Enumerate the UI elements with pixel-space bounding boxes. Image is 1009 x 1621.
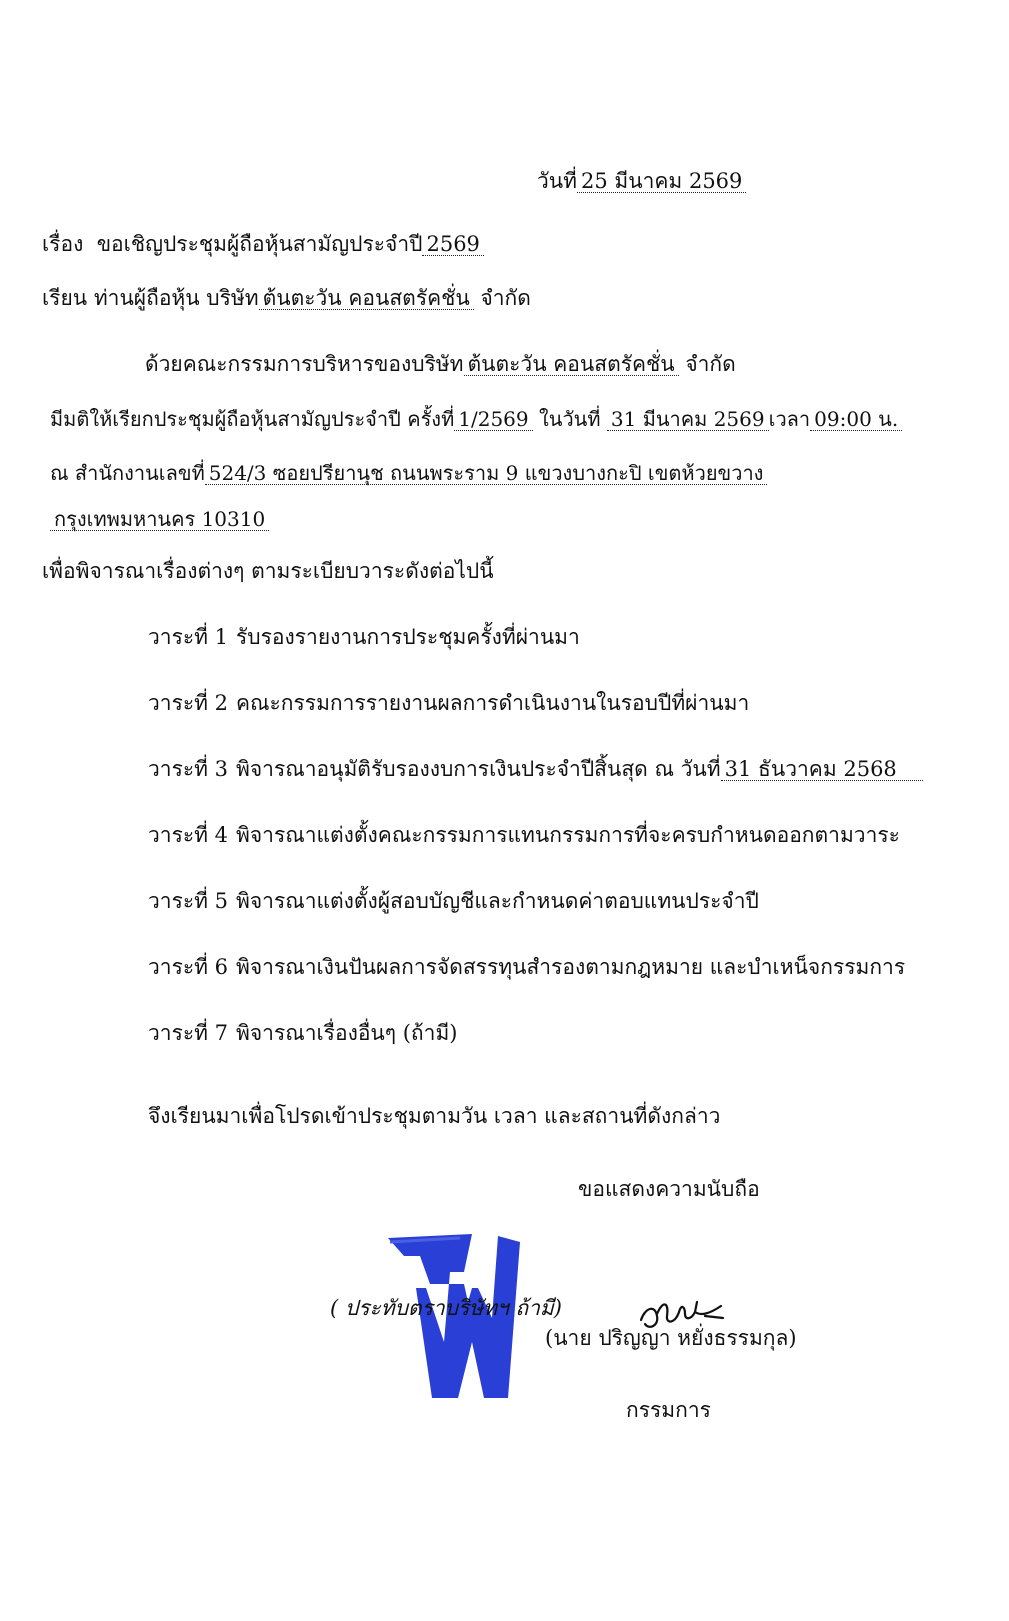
subject-label: เรื่อง xyxy=(42,232,84,256)
signer-title-line xyxy=(626,1397,711,1423)
agenda-intro: เพื่อพิจารณาเรื่องต่างๆ ตามระเบียบวาระดังต่อไปนี้ xyxy=(42,559,494,583)
agenda-text: พิจารณาเรื่องอื่นๆ (ถ้ามี) xyxy=(236,1021,458,1045)
subject-text: ขอเชิญประชุมผู้ถือหุ้นสามัญประจำปี xyxy=(96,232,423,256)
meeting-time-label: เวลา xyxy=(768,407,811,431)
body-line-3 xyxy=(50,460,767,486)
recipient-text: ท่านผู้ถือหุ้น บริษัท xyxy=(93,286,259,310)
body-line-1-suffix: จำกัด xyxy=(685,352,736,376)
agenda-item xyxy=(148,690,749,716)
date-line xyxy=(537,168,746,194)
agenda-number: วาระที่ 1 xyxy=(148,625,229,649)
recipient-suffix: จำกัด xyxy=(480,286,531,310)
agenda-number: วาระที่ 6 xyxy=(148,955,229,979)
regards-text: ขอแสดงความนับถือ xyxy=(578,1177,760,1201)
subject-year: 2569 xyxy=(422,233,483,256)
meeting-time: 09:00 น. xyxy=(810,408,902,431)
signer-name-line xyxy=(545,1325,797,1351)
agenda-number: วาระที่ 3 xyxy=(148,757,229,781)
body-line-2-text: มีมติให้เรียกประชุมผู้ถือหุ้นสามัญประจำปี ครั้งที่ xyxy=(50,407,455,431)
agenda-item xyxy=(148,822,900,848)
recipient-company: ต้นตะวัน คอนสตรัคชั่น xyxy=(259,287,474,310)
address-line-2: กรุงเทพมหานคร 10310 xyxy=(50,508,269,531)
agenda-item xyxy=(148,954,905,980)
body-line-4 xyxy=(50,506,269,532)
agenda-text: รับรองรายงานการประชุมครั้งที่ผ่านมา xyxy=(236,625,580,649)
agenda-number: วาระที่ 5 xyxy=(148,889,229,913)
meeting-date-label: ในวันที่ xyxy=(539,407,601,431)
address-line-1: 524/3 ซอยปรียานุช ถนนพระราม 9 แขวงบางกะปิ เขตห้วยขวาง xyxy=(205,462,768,485)
date-value: 25 มีนาคม 2569 xyxy=(577,170,746,193)
body-company: ต้นตะวัน คอนสตรัคชั่น xyxy=(464,353,679,376)
meeting-date: 31 มีนาคม 2569 xyxy=(607,408,769,431)
agenda-item xyxy=(148,888,759,914)
agenda-text: พิจารณาแต่งตั้งผู้สอบบัญชีและกำหนดค่าตอบแทนประจำปี xyxy=(236,889,759,913)
agenda-number: วาระที่ 7 xyxy=(148,1021,229,1045)
date-label: วันที่ xyxy=(537,169,577,193)
closing-line xyxy=(148,1103,720,1129)
fiscal-end-date: 31 ธันวาคม 2568 xyxy=(721,758,923,781)
body-line-5 xyxy=(42,558,494,584)
closing-text: จึงเรียนมาเพื่อโปรดเข้าประชุมตามวัน เวลา และสถานที่ดังกล่าว xyxy=(148,1104,721,1128)
agenda-item xyxy=(148,756,923,782)
body-line-1-text: ด้วยคณะกรรมการบริหารของบริษัท xyxy=(145,352,464,376)
body-line-2 xyxy=(50,406,902,432)
recipient-label: เรียน xyxy=(42,286,88,310)
subject-line xyxy=(42,231,484,257)
stamp-note: ( ประทับตราบริษัทฯ ถ้ามี) xyxy=(330,1296,562,1320)
regards-line xyxy=(578,1176,760,1202)
signer-title: กรรมการ xyxy=(626,1398,711,1422)
agenda-text: พิจารณาอนุมัติรับรองงบการเงินประจำปีสิ้นสุด ณ วันที่ xyxy=(236,757,721,781)
agenda-item xyxy=(148,624,580,650)
agenda-number: วาระที่ 4 xyxy=(148,823,229,847)
body-line-1 xyxy=(145,351,736,377)
agenda-text: คณะกรรมการรายงานผลการดำเนินงานในรอบปีที่ผ่านมา xyxy=(236,691,750,715)
address-label: ณ สำนักงานเลขที่ xyxy=(50,461,205,485)
recipient-line xyxy=(42,285,531,311)
meeting-number: 1/2569 xyxy=(454,408,532,431)
agenda-number: วาระที่ 2 xyxy=(148,691,229,715)
signature-stroke xyxy=(641,1302,723,1327)
agenda-item xyxy=(148,1020,457,1046)
signer-name: (นาย ปริญญา หยั่งธรรมกุล) xyxy=(545,1326,797,1350)
agenda-text: พิจารณาแต่งตั้งคณะกรรมการแทนกรรมการที่จะครบกำหนดออกตามวาระ xyxy=(236,823,900,847)
agenda-text: พิจารณาเงินปันผลการจัดสรรทุนสำรองตามกฎหมาย และบำเหน็จกรรมการ xyxy=(236,955,906,979)
